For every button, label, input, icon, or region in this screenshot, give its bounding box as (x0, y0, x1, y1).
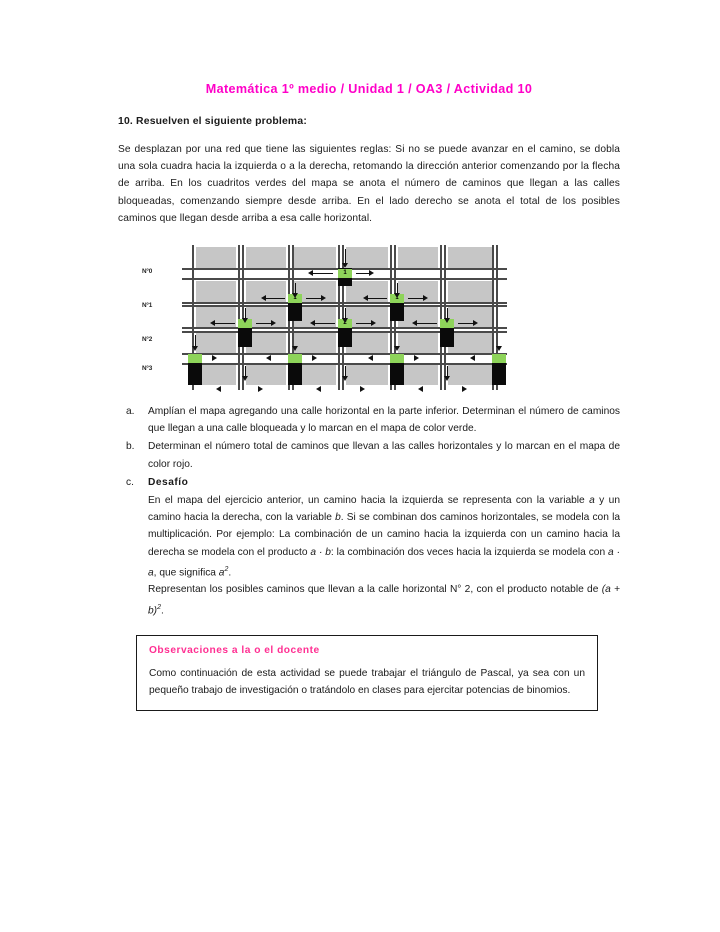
a-squared-base: a (218, 567, 225, 579)
green-count-cell (492, 354, 506, 363)
blocked-cell (188, 363, 202, 385)
arrow-left-icon (316, 386, 321, 392)
arrow-down-icon (242, 318, 248, 323)
green-count-cell: 2 (338, 319, 352, 328)
blocked-cell (440, 327, 454, 347)
arrow-down-icon (342, 376, 348, 381)
arrow-left-icon (363, 295, 368, 301)
arrow-down-icon (242, 376, 248, 381)
green-count-cell: 1 (390, 294, 404, 303)
list-marker-c: c. (126, 476, 134, 488)
observations-title: Observaciones a la o el docente (149, 645, 320, 657)
list-item-c (118, 474, 620, 491)
challenge-p1-seg5: , que significa (153, 567, 219, 579)
arrow-right-icon (212, 355, 217, 361)
arrow-left-icon (412, 320, 417, 326)
a-squared-exponent: 2 (224, 565, 229, 573)
arrow-down-icon (292, 346, 298, 351)
arrow-right-icon (414, 355, 419, 361)
green-count-cell: 1 (288, 294, 302, 303)
arrow-left-icon (310, 320, 315, 326)
arrow-left-icon (261, 295, 266, 301)
arrow-left-icon (308, 270, 313, 276)
arrow-down-icon (342, 318, 348, 323)
arrow-down-icon (342, 263, 348, 268)
challenge-body (118, 492, 620, 619)
list-text-a: Amplían el mapa agregando una calle horizontal en la parte inferior. Determinan el número de caminos que llegan a una calle bloqueada y lo marcan en el mapa de color verde. (148, 406, 620, 435)
arrow-right-icon (423, 295, 428, 301)
arrow-down-icon (192, 346, 198, 351)
arrow-right-icon (473, 320, 478, 326)
challenge-p1-seg4: : la combinación dos veces hacia la izquierda se modela con (330, 546, 609, 558)
arrow-left-icon (210, 320, 215, 326)
challenge-p2-seg1: Representan los posibles caminos que llevan a la calle horizontal N° 2, con el producto notable de (148, 584, 602, 596)
challenge-p1-seg2: y un camino hacia la derecha, con la variable (148, 495, 620, 524)
blocked-cell (390, 363, 404, 385)
blocked-cell (338, 327, 352, 347)
challenge-p1-end: . (228, 567, 232, 579)
arrow-right-icon (271, 320, 276, 326)
green-count-cell (390, 354, 404, 363)
blocked-cell (390, 302, 404, 321)
arrow-down-icon (394, 293, 400, 298)
teacher-observations-box (136, 635, 598, 710)
binomial-expression: (a + b) (148, 584, 620, 617)
intro-paragraph: Se desplazan por una red que tiene las siguientes reglas: Si no se puede avanzar en el camino, se dobla una sola cuadra hacia la izquierda o a la derecha, retomando la dirección anterior comenzando por la flecha de arriba. En los cuadritos verdes del mapa se anota el número de caminos que llegan a las calles bloqueadas, comenzando siempre desde arriba. En el lado derecho se anota el total de los posibles caminos que llegan desde arriba a esa calle horizontal. (118, 144, 620, 224)
challenge-p1-seg1: En el mapa del ejercicio anterior, un camino hacia la izquierda se representa con la variable (148, 495, 590, 507)
variable-a: a (589, 495, 595, 507)
arrow-left-icon (368, 355, 373, 361)
arrow-down-icon (444, 376, 450, 381)
list-text-c: Desafío (148, 476, 189, 488)
arrow-right-icon (312, 355, 317, 361)
challenge-p1-seg3: . Si se combinan dos caminos horizontales, se modela con la multiplicación. Por ejemplo: La combinación de un camino hacia la izquierda con un camino hacia la derecha se modela con el producto (148, 512, 620, 558)
challenge-p2-end: . (160, 605, 164, 617)
arrow-right-icon (321, 295, 326, 301)
arrow-right-icon (258, 386, 263, 392)
page-title: Matemática 1º medio / Unidad 1 / OA3 / Actividad 10 (205, 82, 533, 96)
activity-number: 10. Resuelven el siguiente problema: (118, 116, 307, 127)
list-item-b (118, 438, 620, 472)
arrow-left-icon (216, 386, 221, 392)
observations-body: Como continuación de esta actividad se puede trabajar el triángulo de Pascal, ya sea con un pequeño trabajo de investigación o tratándolo en clases para ejercitar potencias de binomios. (149, 668, 585, 697)
path-grid-diagram (140, 245, 510, 393)
arrow-down-icon (496, 346, 502, 351)
arrow-right-icon (369, 270, 374, 276)
row-label-1: N°1 (142, 302, 153, 310)
arrow-left-icon (418, 386, 423, 392)
list-marker-b: b. (126, 441, 135, 453)
document-content (118, 82, 620, 711)
binomial-exponent: 2 (157, 603, 161, 611)
green-count-cell (188, 354, 202, 363)
grid-canvas (182, 245, 507, 390)
arrow-left-icon (470, 355, 475, 361)
row-label-2: N°2 (142, 336, 153, 344)
row-label-0: N°0 (142, 268, 153, 276)
blocked-cell (492, 363, 506, 385)
task-list (118, 403, 620, 491)
list-item-a (118, 403, 620, 437)
arrow-left-icon (266, 355, 271, 361)
green-count-cell (288, 354, 302, 363)
arrow-down-icon (394, 346, 400, 351)
arrow-right-icon (371, 320, 376, 326)
arrow-down-icon (444, 318, 450, 323)
challenge-paragraph-1 (148, 492, 620, 581)
variable-b: b (335, 512, 341, 524)
blocked-cell (288, 302, 302, 321)
list-text-b: Determinan el número total de caminos que llevan a las calles horizontales y lo marcan en el mapa de color rojo. (148, 441, 620, 470)
arrow-down-icon (292, 293, 298, 298)
green-count-cell: 1 (338, 269, 352, 278)
product-a-b: a · b (310, 546, 331, 558)
challenge-paragraph-2 (148, 581, 620, 619)
blocked-cell (288, 363, 302, 385)
list-marker-a: a. (126, 406, 135, 418)
product-a-a: a · a (148, 546, 620, 579)
row-label-3: N°3 (142, 365, 153, 373)
arrow-right-icon (360, 386, 365, 392)
blocked-cell (238, 327, 252, 347)
arrow-right-icon (462, 386, 467, 392)
